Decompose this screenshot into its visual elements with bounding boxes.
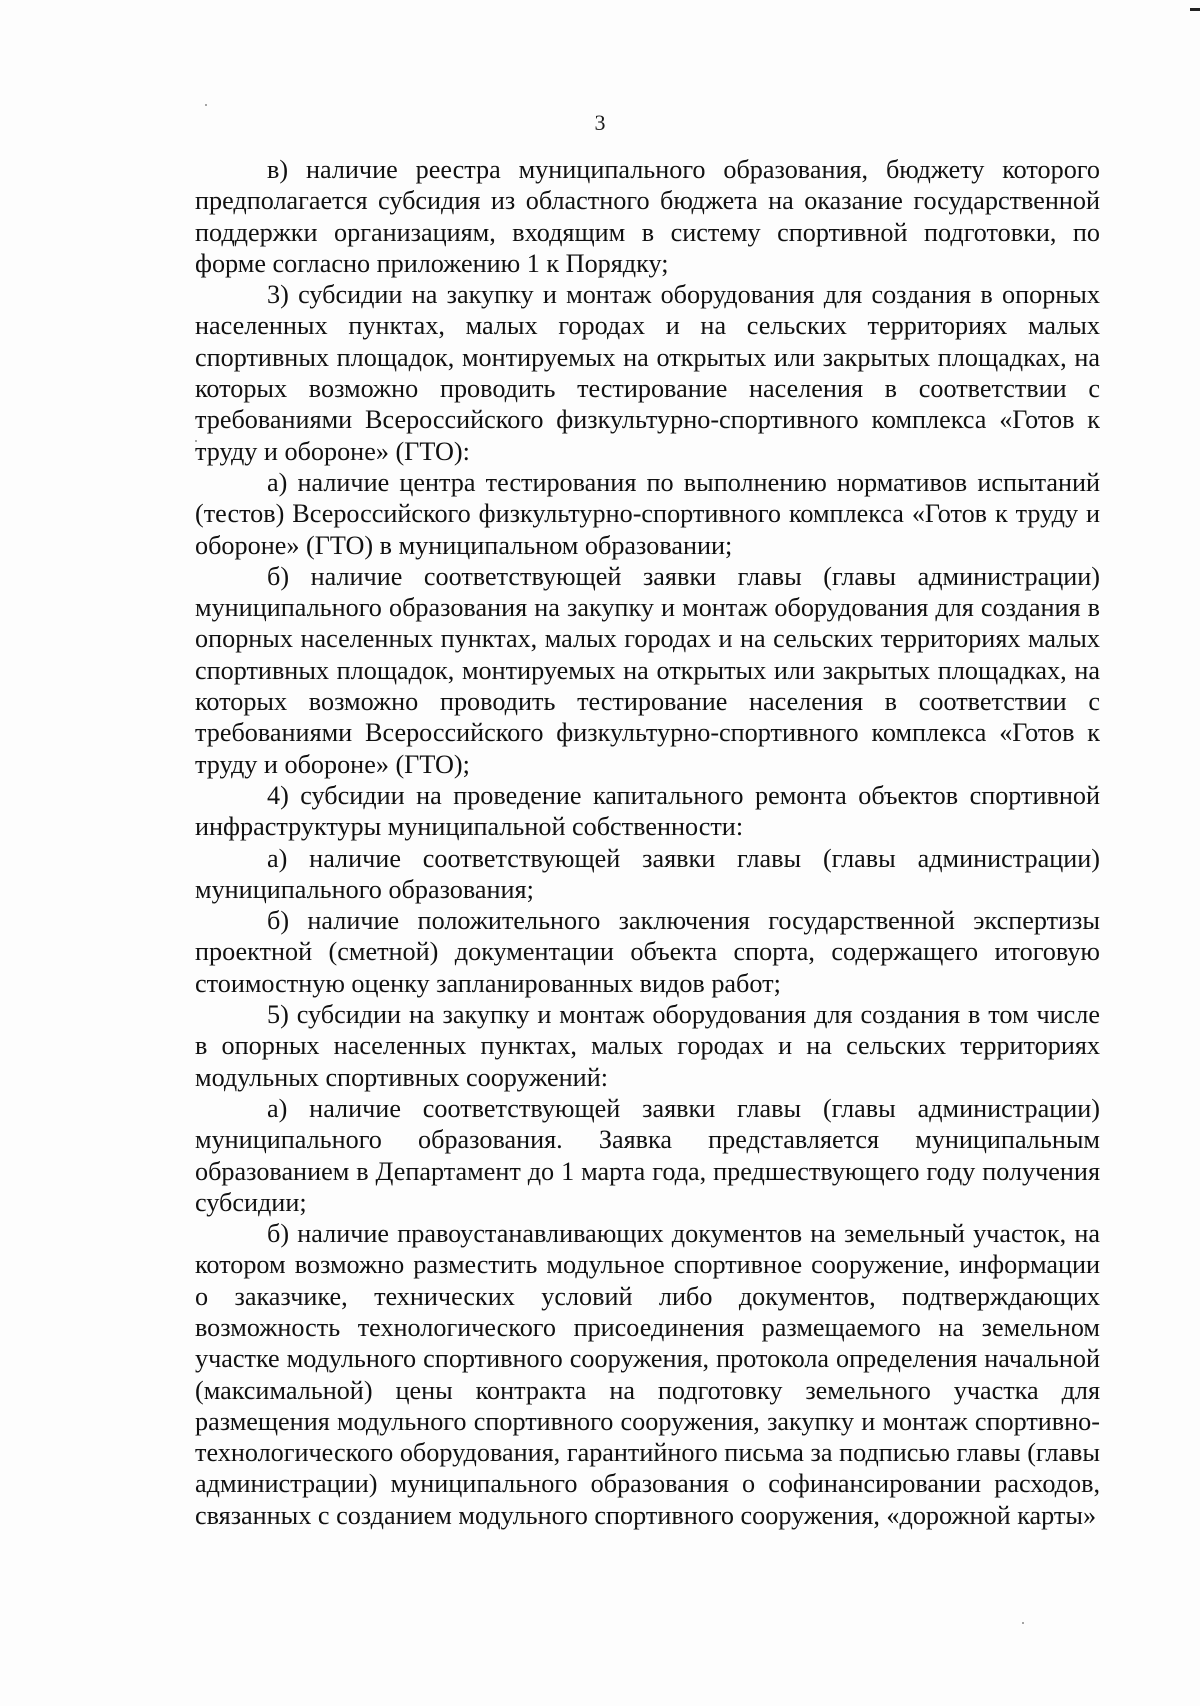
paragraph-v-registry: в) наличие реестра муниципального образования, бюджету которого предполагается субсидия из областного бюджета на оказание государственной поддержки организациям, входящим в систему спортивной подготовки, по форме согласно приложению 1 к Порядку; bbox=[195, 155, 1100, 278]
paragraph-3-small-sports-grounds: 3) субсидии на закупку и монтаж оборудования для создания в опорных населенных пунктах, малых городах и на сельских территориях малых спортивных площадок, монтируемых на открытых или закрытых площадках, на которых возможно проводить тестирование населения в соответствии с требованиями Всероссийского физкультурно-спортивного комплекса «Готов к труду и обороне» (ГТО): bbox=[195, 280, 1100, 466]
paragraph-5b-documents: б) наличие правоустанавливающих документов на земельный участок, на котором возможно разместить модульное спортивное сооружение, информации о заказчике, технических условий либо документов, подтверждающих возможность технологического присоединения размещаемого на земельном участке модульного спортивного сооружения, протокола определения начальной (максимальной) цены контракта на подготовку земельного участка для размещения модульного спортивного сооружения, закупку и монтаж спортивно-технологического оборудования, гарантийного письма за подписью главы (главы администрации) муниципального образования о софинансировании расходов, связанных с созданием модульного спортивного сооружения, «дорожной карты» bbox=[195, 1219, 1100, 1530]
paragraph-3b-application: б) наличие соответствующей заявки главы (главы администрации) муниципального образования на закупку и монтаж оборудования для создания в опорных населенных пунктах, малых городах и на сельских территориях малых спортивных площадок, монтируемых на открытых или закрытых площадках, на которых возможно проводить тестирование населения в соответствии с требованиями Всероссийского физкультурно-спортивного комплекса «Готов к труду и обороне» (ГТО); bbox=[195, 561, 1100, 779]
paragraph-3a-testing-center: а) наличие центра тестирования по выполнению нормативов испытаний (тестов) Всероссийского физкультурно-спортивного комплекса «Готов к труду и обороне» (ГТО) в муниципальном образовании; bbox=[195, 467, 1100, 560]
paragraph-5a-application: а) наличие соответствующей заявки главы (главы администрации) муниципального образования. Заявка представляется муниципальным образованием в Департамент до 1 марта года, предшествующего году получения субсидии; bbox=[195, 1093, 1100, 1217]
scan-speck bbox=[1022, 1622, 1024, 1624]
paragraph-5-modular-facilities: 5) субсидии на закупку и монтаж оборудования для создания в том числе в опорных населенных пунктах, малых городах и на сельских территориях модульных спортивных сооружений: bbox=[195, 1000, 1100, 1092]
paragraph-4a-application: а) наличие соответствующей заявки главы (главы администрации) муниципального образования; bbox=[195, 843, 1100, 904]
scan-speck bbox=[205, 104, 207, 106]
paragraph-4b-expertise: б) наличие положительного заключения государственной экспертизы проектной (сметной) документации объекта спорта, содержащего итоговую стоимостную оценку запланированных видов работ; bbox=[195, 906, 1100, 998]
paragraph-4-capital-repair: 4) субсидии на проведение капитального ремонта объектов спортивной инфраструктуры муниципальной собственности: bbox=[195, 780, 1100, 842]
scan-corner-mark bbox=[1190, 8, 1200, 11]
page-number: 3 bbox=[594, 110, 606, 135]
document-body bbox=[195, 154, 1100, 1531]
